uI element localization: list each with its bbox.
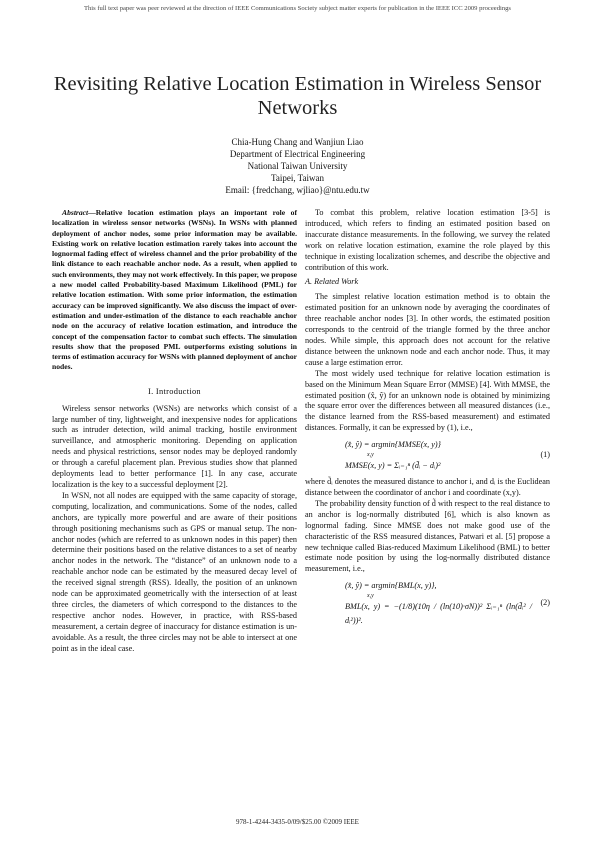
equation-1-line-2: MMSE(x, y) = Σᵢ₌₁ⁿ (d̃ᵢ − dᵢ)²	[345, 461, 441, 471]
copyright-footer: 978-1-4244-3435-0/09/$25.00 ©2009 IEEE	[236, 818, 359, 826]
abstract-text: —Relative location estimation plays an important role of localization in wireless sensor networks (WSNs). In WSNs with planned deployment of anchor nodes, some prior information may be available. Existing work on relative location estimation rarely takes into account the lognormal fading effect of wireless channel and the prior probability of the link distance to each reachable anchor node. As a result, when applied to such environments, they may not work effectively. In this paper, we propose a new model called Probability-based Maximum Likelihood (PML) for relative location estimation. With some prior information, the estimation accuracy can be improved significantly. We also discuss the impact of over-estimation and under-estimation of the distance to each reachable anchor node on the accuracy of relative location estimation, and introduce the concept of the compensation factor to combat such effects. The simulation results show that the proposed PML outperforms existing solutions in terms of estimation accuracy for WSNs with planned deployment of anchor nodes.	[52, 208, 297, 372]
related-paragraph-bml: The probability density function of d̃ with respect to the real distance to an anchor is log-normally distributed [6], which is also known as lognormal fading. Since MMSE does not make good use of the characteristic of the RSS measured distances, Patwari et al. [5] propose a new technique called Bias-reduced Maximum Likelihood (BML) to better estimate node position by using the log-normally distributed distance measurement, i.e.,	[305, 498, 550, 574]
equation-1-line-1: (x̂, ŷ) = argmin{MMSE(x, y)}	[345, 440, 441, 450]
author-names: Chia-Hung Chang and Wanjiun Liao	[231, 137, 364, 147]
equation-1	[305, 438, 550, 473]
author-university: National Taiwan University	[247, 161, 348, 171]
author-block	[90, 136, 505, 196]
related-intro-paragraph: To combat this problem, relative location estimation [3-5] is introduced, which refers to finding an estimated position based on inaccurate distance measurements. In the following, we survey the related work on relative location estimation, examine the role played by this technique in existing localization schemes, and describe the objective and contribution of this work.	[305, 208, 550, 272]
subsection-heading-related-work: A. Related Work	[305, 277, 359, 287]
equation-2	[305, 579, 550, 628]
equation-1-number: (1)	[540, 450, 550, 460]
equation-2-number: (2)	[540, 598, 550, 608]
section-heading-introduction: I. Introduction	[148, 386, 201, 396]
equation-2-line-2: BML(x, y) = −(1/8)(10η / (ln(10)·σN))² Σᵢ₌₁ⁿ (ln(d̃ᵢ² / dᵢ²))².	[345, 602, 532, 626]
right-column	[305, 208, 550, 632]
intro-paragraph-2: In WSN, not all nodes are equipped with the same capacity of storage, computing, localization, and communications. Some of the nodes, called anchors, are typically more powerful and are aware of their positions through positioning mechanisms such as GPS or manual setup. The non-anchor nodes (which are referred to as unknown nodes in this paper) then determine their positions based on the relative distances to a set of nearby anchor nodes in the network. The “distance” of an unknown node to a reachable anchor node can be estimated by the measured decay level of the received signal strength (RSS). Ideally, the position of an unknown node can be approximated geometrically with the intersection of at least three circles, the diameters of which correspond to the distances to the respective anchor nodes. However, in practice, with RSS-based measurement, a certain degree of inaccuracy for distance estimation is un-avoidable. As a result, the three circles may not be able to intersect at one point as in the ideal case.	[52, 490, 297, 653]
related-paragraph-centroid: The simplest relative location estimation method is to obtain the estimated position for an unknown node by averaging the coordinates of three reachable anchor nodes [3]. In other words, the estimated position corresponds to the centroid of the triangle formed by the three anchor nodes. While simple, this approach does not account for the relative distance between the unknown node and each anchor node. Thus, it may cause a large estimation error.	[305, 292, 550, 367]
equation-1-subscript: x,y	[367, 452, 374, 459]
equation-2-line-1: (x̂, ŷ) = argmin{BML(x, y)},	[345, 581, 437, 591]
equation-2-subscript: x,y	[367, 593, 374, 600]
author-city: Taipei, Taiwan	[270, 173, 325, 183]
intro-paragraph-1: Wireless sensor networks (WSNs) are networks which consist of a large number of tiny, lightweight, and inexpensive nodes for applications such as intruder detection, wild animal tracking, hostile environment surveillance, and atmospheric monitoring. Depending on application needs and physical restrictions, sensor nodes may be deployed randomly or through a careful placement plan. Previous studies show that planned deployments lead to better performance [1]. In any case, accurate localization is the key to a successful deployment [2].	[52, 403, 297, 489]
abstract	[52, 208, 297, 373]
related-paragraph-mmse: The most widely used technique for relative location estimation is based on the Minimum Mean Square Error (MMSE) [4]. With MMSE, the estimated position (x̂, ŷ) for an unknown node is obtained by minimizing the square error over the differences between all measured distances (i.e., the distance learned from the RSS-based measurement) and estimated distances. Formally, it can be expressed by (1), i.e.,	[305, 368, 550, 433]
equation-1-explanation: where d̃ᵢ denotes the measured distance to anchor i, and dᵢ is the Euclidean distance between the coordinator of anchor i and coordinate (x,y).	[305, 477, 550, 498]
author-department: Department of Electrical Engineering	[229, 149, 366, 159]
author-email: Email: {fredchang, wjliao}@ntu.edu.tw	[225, 185, 370, 195]
left-column	[52, 208, 297, 655]
abstract-label: Abstract	[62, 208, 89, 217]
paper-title: Revisiting Relative Location Estimation in Wireless Sensor Networks	[53, 73, 542, 119]
proceedings-note: This full text paper was peer reviewed at the direction of IEEE Communications Society subject matter experts for publication in the IEEE ICC 2009 proceedings	[83, 5, 511, 12]
